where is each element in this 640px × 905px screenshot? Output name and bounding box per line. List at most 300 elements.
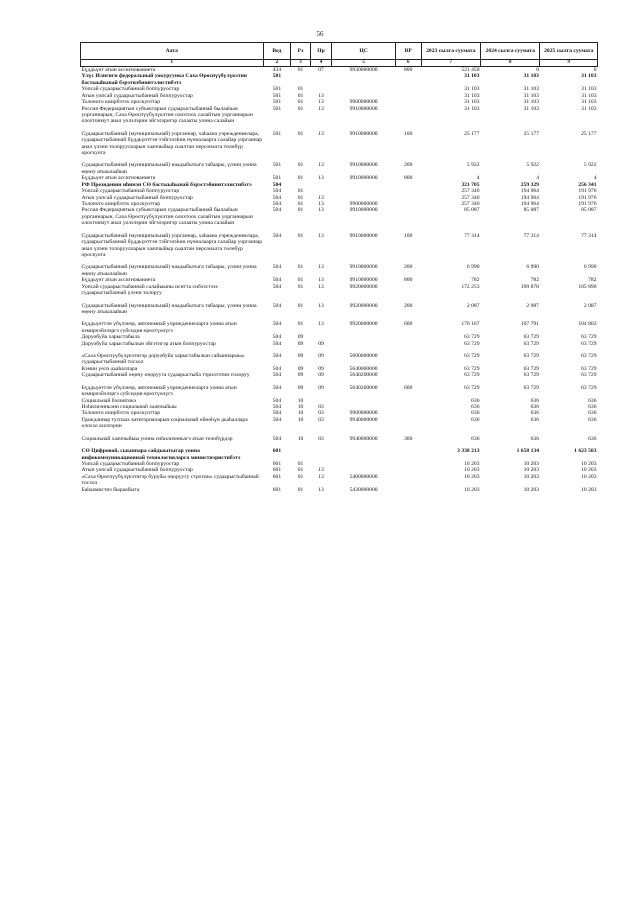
row-2024: 1 658 134 <box>516 448 539 455</box>
row-pr: 09 <box>318 384 324 391</box>
row-pr: 13 <box>318 283 324 290</box>
row-pr: 13 <box>318 130 324 137</box>
header-number: 8 <box>481 60 540 67</box>
row-2024: 85 087 <box>523 207 539 214</box>
row-rz: 01 <box>297 321 304 328</box>
row-vr: 200 <box>404 302 413 309</box>
row-ved: 504 <box>272 403 282 410</box>
row-name: Судаарыстыбаннай (муниципальнай) наадыбытыга табаары, үлэни уонна өңөну атыылааһын <box>81 162 257 175</box>
row-2024: 782 <box>530 277 539 284</box>
row-2023: 4 <box>476 175 480 182</box>
row-cs: 9900000000 <box>349 99 378 106</box>
row-rz: 09 <box>297 340 304 347</box>
row-cs: 9920000000 <box>349 321 378 328</box>
row-2025: 4 <box>593 175 597 182</box>
table-row <box>81 430 598 442</box>
row-pr: 13 <box>318 201 324 208</box>
row-2025: 105 890 <box>578 283 597 290</box>
row-2024: 10 203 <box>523 467 539 474</box>
row-2025: 636 <box>588 397 597 404</box>
row-2023: 63 729 <box>464 353 480 360</box>
row-rz: 01 <box>297 194 304 201</box>
row-name: Бүддьүөттэн үбүлэнэр, автономнай учреждениеларга уонна атын кэмирчэйэлэргэ субсидия өрөхтүөлүгэ <box>81 321 237 334</box>
row-vr <box>395 73 421 86</box>
row-ved: 504 <box>272 416 282 423</box>
row-name: Бүддьүөт атын ассигнованиета <box>81 67 156 73</box>
row-2024: 31 103 <box>523 73 539 80</box>
row-rz: 01 <box>297 302 304 309</box>
table-row <box>81 487 598 493</box>
row-2025: 1 623 503 <box>574 448 597 455</box>
row-vr: 800 <box>404 277 413 284</box>
row-2023: 257 340 <box>461 188 480 195</box>
row-pr: 03 <box>318 410 324 417</box>
row-cs: 9910000000 <box>349 162 378 169</box>
row-name: Атын уопсай судаарыстыбаннай боппуруостар <box>81 92 193 99</box>
row-pr: 13 <box>318 473 324 480</box>
row-pr: 07 <box>318 67 324 73</box>
row-rz: 01 <box>297 67 304 73</box>
row-rz: 10 <box>297 416 304 423</box>
table-row <box>81 67 598 74</box>
row-vr <box>395 487 421 493</box>
row-vr: 200 <box>404 264 413 271</box>
row-name: Доруобуйа харыстабылын эйгэтигэр атын боппуруостар <box>81 340 216 347</box>
row-ved: 601 <box>272 486 282 493</box>
row-ved: 501 <box>272 86 282 93</box>
row-rz: 01 <box>297 86 304 93</box>
row-ved: 504 <box>272 384 282 391</box>
header-ved: Вед <box>263 43 291 60</box>
row-2024: 109 878 <box>520 283 539 290</box>
row-ved: 504 <box>272 181 282 188</box>
row-pr: 13 <box>318 486 324 493</box>
row-ved: 504 <box>272 410 282 417</box>
row-2024: 63 729 <box>523 353 539 360</box>
header-number: 9 <box>540 60 598 67</box>
row-rz: 10 <box>297 435 304 442</box>
row-name: Судаарыстыбаннай (муниципальнай) наадыбытыга табаары, үлэни уонна өңөну атыылааһын <box>81 302 257 315</box>
row-ved: 501 <box>272 130 282 137</box>
row-2023: 636 <box>471 416 480 423</box>
row-name: Толоното киирбэтэх ороскуоттар <box>81 201 161 208</box>
row-name: «Саха Өрөспүүбүлүкэтигэр бурүбы оңоруугу стротин» судаарыстыбаннай тосхол <box>81 473 259 487</box>
table-row <box>81 106 598 125</box>
row-2024: 2 087 <box>526 302 539 309</box>
row-rz: 09 <box>297 365 304 372</box>
row-rz: 01 <box>297 460 304 467</box>
header-number: 6 <box>395 60 421 67</box>
row-2024: 0 <box>536 67 539 73</box>
row-pr: 13 <box>318 162 324 169</box>
row-2023: 31 103 <box>464 92 480 99</box>
row-name: Судаарыстыбаннай (муниципальнай) уорганнар, хаһаана учреждениелара, судаарыстыбаннай бүддьүөттэн тэйгэлэһин нүөналаарга салайар уорганнар анал үлэни толоруулларын хааччыйыр сыалтан персоналга төлөбүр ороскуота <box>81 130 263 157</box>
row-ved: 501 <box>272 92 282 99</box>
table-row <box>81 258 598 277</box>
row-cs: 9920000000 <box>349 283 378 290</box>
row-2025: 10 203 <box>581 473 597 480</box>
row-ved: 501 <box>272 99 282 106</box>
row-vr: 800 <box>404 67 413 73</box>
row-2025: 77 314 <box>581 232 597 239</box>
row-rz: 01 <box>297 264 304 271</box>
row-2024: 107 791 <box>520 321 539 328</box>
row-name: Толоното киирбэтэх ороскуоттар <box>81 410 161 417</box>
row-ved: 504 <box>272 283 282 290</box>
row-vr <box>395 417 421 430</box>
row-2023: 63 729 <box>464 334 480 341</box>
row-rz: 09 <box>297 353 304 360</box>
row-cs: 5640000000 <box>349 365 378 372</box>
row-vr: 100 <box>404 232 413 239</box>
row-2024: 63 729 <box>523 384 539 391</box>
row-pr: 03 <box>318 435 324 442</box>
row-ved: 501 <box>272 73 282 80</box>
row-2024: 10 203 <box>523 486 539 493</box>
row-vr: 100 <box>404 130 413 137</box>
row-2023: 63 729 <box>464 384 480 391</box>
row-name: СӨ Цифровой, сыыппара сайдыытыгар уонна инфокоммуникационнай технологияларга министиэристибэтэ <box>81 448 241 461</box>
table-row <box>81 156 598 175</box>
row-2025: 63 729 <box>581 334 597 341</box>
row-2023: 6 990 <box>466 264 480 271</box>
row-ved: 504 <box>272 334 282 341</box>
row-rz: 01 <box>297 232 304 239</box>
header-number: 7 <box>421 60 480 67</box>
row-pr: 13 <box>318 105 324 112</box>
row-pr: 13 <box>318 99 324 106</box>
row-2023: 31 103 <box>464 105 480 112</box>
row-name: Социальнай бэлиитикэ <box>81 397 137 404</box>
row-name: Судаарыстыбаннай (муниципальнай) уорганнар, хаһаана учреждениелара, судаарыстыбаннай бүддьүөттэн тэйгэлэһин нүөналаарга салайар уорганнар анал үлэни толоруулларын хааччыйыр сыалтан персоналга төлөбүр ороскуота <box>81 232 263 258</box>
table-row <box>81 297 598 316</box>
row-2024: 636 <box>530 410 539 417</box>
row-vr: 600 <box>404 384 413 391</box>
row-name: Толоното киирбэтэх ороскуоттар <box>81 99 161 106</box>
row-name: Баһаамистиэ быраабыта <box>81 486 140 493</box>
row-2025: 5 922 <box>583 162 597 169</box>
row-2024: 194 964 <box>520 194 539 201</box>
table-row <box>81 315 598 334</box>
row-2024: 636 <box>530 416 539 423</box>
table-body <box>81 67 598 494</box>
row-cs: 9910000000 <box>349 130 378 137</box>
row-2023: 77 314 <box>464 232 480 239</box>
row-vr <box>395 442 421 461</box>
row-name: Россия Федерациятын субъектарын судаарыстыбаннай былааһын уорганнарын, Саха Өрөспүүбүлүкэтин олохтоох салайтын уорганнарын олохтонмут анал уолэлэрин эйгэлэригэр салааты уонна салайын <box>81 105 253 125</box>
row-name: «Саха Өрөспүүбүлүкэтигэр доруобуйа харыстабылын сайыннарыы» судаарыстыбаннай тосхол <box>81 353 245 366</box>
row-rz: 10 <box>297 397 304 404</box>
row-2025: 31 103 <box>581 105 597 112</box>
row-2024: 63 729 <box>523 334 539 341</box>
header-number: 5 <box>332 60 396 67</box>
row-cs: 9910000000 <box>349 175 378 182</box>
row-pr: 09 <box>318 340 324 347</box>
row-name: Уопсай судаарыстыбаннай салайыыны иситта сибээстээх судаарыстыбаннай үлэни толоруу <box>81 283 219 297</box>
row-2023: 63 729 <box>464 365 480 372</box>
row-rz: 01 <box>297 188 304 195</box>
row-pr: 13 <box>318 302 324 309</box>
header-row <box>81 43 598 60</box>
row-cs: 9940000000 <box>349 435 378 442</box>
row-2023: 257 340 <box>461 194 480 201</box>
row-2025: 191 976 <box>578 188 597 195</box>
row-name: Россия Федерациятын субъектарын судаарыстыбаннай былааһын уорганнарын, Саха Өрөспүүбүлүкэтин олохтоох салайтын уорганнарын олохтонмут анал уолэлэрин эйгэлэригэр салааты уонна салайын <box>81 207 253 227</box>
row-name: Бүддьүөт атын ассигнованиета <box>81 175 156 182</box>
row-ved: 504 <box>272 435 282 442</box>
row-cs: 9920000000 <box>349 302 378 309</box>
table-row <box>81 125 598 157</box>
row-cs: 9900000000 <box>349 201 378 208</box>
row-cs: 9910000000 <box>349 105 378 112</box>
row-2023: 31 103 <box>464 73 480 80</box>
row-pr: 13 <box>318 467 324 474</box>
row-2024: 10 203 <box>523 460 539 467</box>
row-rz: 01 <box>297 130 304 137</box>
header-name: Аата <box>81 43 264 60</box>
row-ved: 504 <box>272 340 282 347</box>
table-row <box>81 474 598 487</box>
row-pr: 09 <box>318 353 324 360</box>
row-2025: 63 729 <box>581 372 597 379</box>
row-2023: 521 450 <box>461 67 480 73</box>
row-2023: 85 087 <box>464 207 480 214</box>
header-vr: ВР <box>395 43 421 60</box>
row-ved: 501 <box>272 162 282 169</box>
row-2025: 6 990 <box>583 264 597 271</box>
row-name: Социальнай хааччыйыы уонна нэһилиэнньэгэ атын төлөбүрдэр <box>81 435 233 442</box>
row-2024: 31 103 <box>523 105 539 112</box>
row-rz: 01 <box>297 105 304 112</box>
row-pr: 13 <box>318 194 324 201</box>
row-2023: 10 203 <box>464 473 480 480</box>
row-2023: 31 103 <box>464 99 480 106</box>
row-2025: 63 729 <box>581 340 597 347</box>
row-2025: 31 103 <box>581 73 597 80</box>
row-2025: 31 103 <box>581 86 597 93</box>
row-2023: 5 922 <box>466 162 480 169</box>
row-2023: 257 340 <box>461 201 480 208</box>
table-row <box>81 442 598 461</box>
row-ved: 504 <box>272 277 282 284</box>
row-2025: 31 103 <box>581 92 597 99</box>
row-rz: 01 <box>297 162 304 169</box>
row-rz: 01 <box>297 201 304 208</box>
row-ved: 504 <box>272 302 282 309</box>
row-2024: 4 <box>536 175 539 182</box>
row-2023: 172 253 <box>461 283 480 290</box>
row-2024: 636 <box>530 397 539 404</box>
row-2024: 194 964 <box>520 188 539 195</box>
row-pr: 03 <box>318 416 324 423</box>
row-2023: 636 <box>471 397 480 404</box>
row-2023: 636 <box>471 410 480 417</box>
row-name: Судаарыстыбаннай өңөну оңорууга судаарыстыба тэрилтэтин толоруу <box>81 372 250 379</box>
row-2024: 194 964 <box>520 201 539 208</box>
row-rz: 10 <box>297 410 304 417</box>
table-row <box>81 347 598 366</box>
table-row <box>81 379 598 398</box>
row-pr: 13 <box>318 92 324 99</box>
row-2023: 170 167 <box>461 321 480 328</box>
row-2025: 104 803 <box>578 321 597 328</box>
row-2025: 256 341 <box>578 181 597 188</box>
row-2025: 636 <box>588 416 597 423</box>
row-cs <box>332 442 396 461</box>
row-2025: 25 177 <box>581 130 597 137</box>
row-name: Уопсай судаарыстыбаннай боппуруостар <box>81 188 180 195</box>
row-2024: 63 729 <box>523 340 539 347</box>
row-2025: 63 729 <box>581 365 597 372</box>
row-pr <box>310 73 332 86</box>
table-row <box>81 73 598 86</box>
row-2023: 10 203 <box>464 486 480 493</box>
row-2024: 636 <box>530 435 539 442</box>
row-vr: 200 <box>404 162 413 169</box>
header-number: 4 <box>310 60 332 67</box>
row-cs: 5400000000 <box>349 473 378 480</box>
row-ved: 504 <box>272 397 282 404</box>
row-2025: 10 203 <box>581 467 597 474</box>
header-2024: 2024 сылга суумата <box>481 43 540 60</box>
header-pr: Пр <box>310 43 332 60</box>
row-name: РФ Президенин иһинэн СӨ бастыыһынай бэрэстэбинитэлистибэтэ <box>81 181 252 188</box>
row-ved: 504 <box>272 201 282 208</box>
row-2025: 2 087 <box>583 302 597 309</box>
row-2025: 191 976 <box>578 194 597 201</box>
row-pr: 13 <box>318 175 324 182</box>
row-2025: 636 <box>588 410 597 417</box>
row-vr: 600 <box>404 321 413 328</box>
row-cs: 5430000000 <box>349 486 378 493</box>
row-rz: 01 <box>297 207 304 214</box>
row-cs <box>332 73 396 86</box>
row-pr: 13 <box>318 232 324 239</box>
row-2023: 63 729 <box>464 340 480 347</box>
row-2023: 2 087 <box>466 302 480 309</box>
row-rz: 01 <box>297 467 304 474</box>
row-2023: 782 <box>471 277 480 284</box>
row-2025: 636 <box>588 403 597 410</box>
row-2023: 63 729 <box>464 372 480 379</box>
row-rz: 01 <box>297 283 304 290</box>
row-2023: 636 <box>471 403 480 410</box>
row-name: Үлүс Илигиги федеральный уокуруунка Саха Өрөспүүбүлүкэтин бастыыһынай бэрэтиэбинитэлистибэтэ <box>81 73 248 86</box>
row-2025: 85 087 <box>581 207 597 214</box>
row-2024: 5 922 <box>526 162 539 169</box>
row-ved: 504 <box>272 194 282 201</box>
row-2024: 636 <box>530 403 539 410</box>
row-2025: 0 <box>593 67 597 73</box>
row-ved: 504 <box>272 372 282 379</box>
row-name: Уопсай судаарыстыбаннай боппуруостар <box>81 460 180 467</box>
row-pr: 13 <box>318 277 324 284</box>
row-2024: 63 729 <box>523 365 539 372</box>
row-rz <box>291 73 310 86</box>
row-2025: 31 103 <box>581 99 597 106</box>
header-number: 3 <box>291 60 310 67</box>
table-row <box>81 284 598 297</box>
header-number: 1 <box>81 60 264 67</box>
row-pr: 13 <box>318 207 324 214</box>
row-ved: 504 <box>272 232 282 239</box>
row-2023: 10 203 <box>464 460 480 467</box>
row-rz: 01 <box>297 277 304 284</box>
row-vr <box>395 207 421 226</box>
row-ved: 504 <box>272 207 282 214</box>
row-ved: 504 <box>272 365 282 372</box>
row-pr <box>310 442 332 461</box>
row-rz: 01 <box>297 486 304 493</box>
row-2024: 6 990 <box>526 264 539 271</box>
row-cs: 9910000000 <box>349 264 378 271</box>
row-2025: 63 729 <box>581 384 597 391</box>
row-2025: 10 203 <box>581 486 597 493</box>
row-cs: 5600000000 <box>349 353 378 360</box>
row-ved: 504 <box>272 188 282 195</box>
row-ved: 601 <box>272 448 282 455</box>
row-ved: 501 <box>272 105 282 112</box>
row-ved: 504 <box>272 353 282 360</box>
row-name: Доруобуйа харыстабыла <box>81 334 140 341</box>
row-ved: 504 <box>272 264 282 271</box>
row-2023: 636 <box>471 435 480 442</box>
row-ved: 601 <box>272 467 282 474</box>
table-row <box>81 417 598 430</box>
row-2025: 636 <box>588 435 597 442</box>
row-pr: 09 <box>318 372 324 379</box>
row-rz: 09 <box>297 334 304 341</box>
row-rz: 01 <box>297 99 304 106</box>
page-number: 56 <box>316 30 324 38</box>
row-pr: 13 <box>318 321 324 328</box>
row-2025: 10 203 <box>581 460 597 467</box>
header-number-row <box>81 60 598 67</box>
header-2025: 2025 сылга суумата <box>540 43 598 60</box>
row-cs: 9910000000 <box>349 207 378 214</box>
row-vr <box>395 284 421 297</box>
row-cs: 9940000000 <box>349 416 378 423</box>
row-pr: 09 <box>318 365 324 372</box>
row-rz: 01 <box>297 92 304 99</box>
row-2025: 63 729 <box>581 353 597 360</box>
row-cs: 9910000000 <box>349 232 378 239</box>
row-2024: 259 329 <box>520 181 539 188</box>
row-pr: 03 <box>318 403 324 410</box>
row-cs: 5640200000 <box>349 384 378 391</box>
header-rz: Рз <box>291 43 310 60</box>
header-number: 2 <box>263 60 291 67</box>
row-ved: 501 <box>272 175 282 182</box>
row-name: Судаарыстыбаннай (муниципальнай) наадыбытыга табаары, үлэни уонна өңөну атыылааһын <box>81 264 257 277</box>
row-cs: 9910000000 <box>349 277 378 284</box>
row-vr: 800 <box>404 175 413 182</box>
row-2023: 31 103 <box>464 86 480 93</box>
header-cs: ЦС <box>332 43 396 60</box>
row-rz: 01 <box>297 175 304 182</box>
row-name: Кэмин үөлэ дьаһаллара <box>81 365 138 372</box>
row-cs: 5640200000 <box>349 372 378 379</box>
row-2024: 25 177 <box>523 130 539 137</box>
row-name: Гражданнар туспаах категорияларын социальнай өйөөһүн дьаһаллара олоххо киллэрии <box>81 416 248 430</box>
row-2023: 321 705 <box>461 181 480 188</box>
row-2023: 25 177 <box>464 130 480 137</box>
row-name: Бүддьүөт атын ассигнованиета <box>81 277 156 284</box>
row-rz: 10 <box>297 403 304 410</box>
table-row <box>81 227 598 259</box>
row-2024: 63 729 <box>523 372 539 379</box>
header-2023: 2023 сылга суумата <box>421 43 480 60</box>
